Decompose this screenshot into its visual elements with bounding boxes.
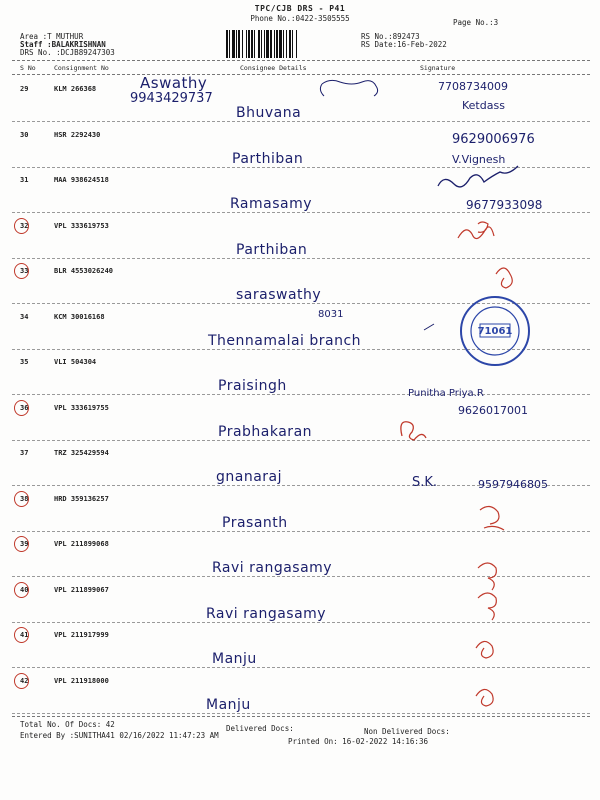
row-consignment-number: VPL 211917999 — [54, 631, 109, 639]
row-consignment-number: VPL 211899068 — [54, 540, 109, 548]
barcode-bar — [264, 30, 265, 58]
phone-number: Phone No.:0422-3505555 — [250, 14, 350, 23]
delivered-docs: Delivered Docs: — [226, 724, 294, 733]
barcode-image — [226, 30, 352, 58]
row-sno: 29 — [20, 85, 29, 93]
row-divider — [12, 667, 590, 668]
barcode-bar — [286, 30, 287, 58]
barcode-bar — [261, 30, 262, 58]
row-divider — [12, 394, 590, 395]
row-consignee-name: Praisingh — [218, 378, 287, 394]
scribble-red-38 — [480, 506, 504, 530]
row-divider — [12, 622, 590, 623]
row-divider — [12, 713, 590, 714]
row-sno: 30 — [20, 131, 29, 139]
handwritten-sig-29-phone: 7708734009 — [438, 80, 508, 93]
scribble-sig-31 — [438, 166, 518, 187]
barcode-bar — [248, 30, 250, 58]
handwritten-sig-35-phone: 9626017001 — [458, 404, 528, 417]
handwritten-sig-30-name: V.Vignesh — [452, 153, 506, 166]
staff-label: Staff :BALAKRISHNAN — [20, 40, 106, 49]
header-rule — [12, 60, 590, 61]
row-sno: 32 — [20, 222, 29, 230]
barcode-bar — [283, 30, 284, 58]
red-circle-mark — [14, 491, 29, 507]
red-circle-mark — [14, 536, 29, 552]
footer-rule — [12, 716, 590, 717]
red-circle-mark — [14, 400, 29, 416]
row-consignment-number: HSR 2292430 — [54, 131, 101, 139]
scribble-parenthesis-29 — [320, 80, 377, 96]
row-consignment-number: BLR 4553026240 — [54, 267, 114, 275]
row-divider — [12, 258, 590, 259]
handwritten-sig-29-name: Ketdass — [462, 99, 505, 112]
total-docs: Total No. Of Docs: 42 — [20, 720, 115, 729]
handwritten-row34-note: 8031 — [318, 309, 344, 320]
barcode-bar — [229, 30, 230, 58]
non-delivered-docs: Non Delivered Docs: — [364, 727, 450, 736]
row-divider — [12, 212, 590, 213]
col-consignment: Consignment No — [54, 64, 109, 72]
red-circle-mark — [14, 218, 29, 234]
stamp-code: 71061 — [477, 326, 513, 337]
row-consignee-name: Bhuvana — [236, 105, 302, 121]
sheet-title: TPC/CJB DRS - P41 — [254, 4, 346, 13]
row-consignment-number: MAA 938624518 — [54, 176, 109, 184]
area-label: Area :T MUTHUR — [20, 32, 84, 41]
barcode-bar — [276, 30, 278, 58]
handwritten-aswathy: Aswathy — [140, 74, 208, 92]
row-consignment-number: VPL 211899067 — [54, 586, 109, 594]
barcode-bar — [236, 30, 237, 58]
row-consignee-name: Ravi rangasamy — [206, 606, 327, 622]
row-sno: 35 — [20, 358, 29, 366]
handwritten-sig-30-phone: 9629006976 — [452, 132, 535, 147]
col-consignee: Consignee Details — [240, 64, 307, 72]
row-consignee-name: Parthiban — [232, 151, 304, 167]
row-sno: 38 — [20, 495, 29, 503]
printed-on: Printed On: 16-02-2022 14:16:36 — [288, 737, 428, 746]
row-consignee-name: Thennamalai branch — [208, 333, 362, 349]
row-consignment-number: HRD 359136257 — [54, 495, 109, 503]
row-divider — [12, 121, 590, 122]
row-consignee-name: Manju — [212, 651, 257, 667]
barcode-bar — [258, 30, 260, 58]
barcode-bar — [292, 30, 293, 58]
row-divider — [12, 531, 590, 532]
scribble-red-40 — [478, 593, 496, 620]
col-signature: Signature — [420, 64, 456, 72]
row-sno: 42 — [20, 677, 29, 685]
row-sno: 34 — [20, 313, 29, 321]
row-consignment-number: VPL 333619755 — [54, 404, 109, 412]
barcode-bar — [232, 30, 235, 58]
row-sno: 39 — [20, 540, 29, 548]
handwritten-sig-37: S.K. — [412, 475, 438, 490]
row-consignee-name: Prabhakaran — [218, 424, 313, 440]
barcode-bar — [279, 30, 282, 58]
barcode-bar — [266, 30, 269, 58]
row-consignment-number: KCM 30016168 — [54, 313, 105, 321]
red-circle-mark — [14, 263, 29, 279]
row-consignee-name: Ravi rangasamy — [212, 560, 333, 576]
barcode-bar — [251, 30, 253, 58]
barcode-bar — [270, 30, 272, 58]
rs-number: RS No.:892473 — [361, 32, 420, 41]
row-consignee-name: Manju — [206, 697, 251, 713]
red-circle-mark — [14, 582, 29, 598]
post-office-stamp — [458, 294, 532, 368]
handwritten-sig-37-phone: 9597946805 — [478, 478, 548, 491]
row-consignment-number: VLI 504304 — [54, 358, 97, 366]
row-consignee-name: gnanaraj — [216, 469, 283, 485]
row-consignment-number: VPL 333619753 — [54, 222, 109, 230]
row-sno: 37 — [20, 449, 29, 457]
row-sno: 33 — [20, 267, 29, 275]
row-divider — [12, 167, 590, 168]
row-divider — [12, 440, 590, 441]
handwritten-sig-35-name: Punitha Priya.R — [408, 388, 484, 399]
row-divider — [12, 576, 590, 577]
handwritten-aswathy-phone: 9943429737 — [130, 91, 213, 106]
red-circle-mark — [14, 673, 29, 689]
row-sno: 31 — [20, 176, 29, 184]
scribble-red-33 — [496, 268, 512, 288]
row-consignee-name: Ramasamy — [230, 196, 313, 212]
row-consignee-name: Prasanth — [222, 515, 288, 531]
barcode-bar — [296, 30, 297, 58]
barcode-bar — [238, 30, 240, 58]
barcode-bar — [226, 30, 228, 58]
barcode-bar — [289, 30, 291, 58]
red-circle-mark — [14, 627, 29, 643]
row-consignment-number: TRZ 325429594 — [54, 449, 109, 457]
col-sno: S No — [20, 64, 36, 72]
handwritten-sig-31-phone: 9677933098 — [466, 198, 543, 212]
row-consignee-name: Parthiban — [236, 242, 308, 258]
barcode-bar — [242, 30, 243, 58]
scribble-red-41 — [476, 641, 493, 658]
page-number: Page No.:3 — [453, 18, 499, 27]
row-consignment-number: KLM 266368 — [54, 85, 97, 93]
rs-date: RS Date:16-Feb-2022 — [361, 40, 447, 49]
scribble-red-42 — [476, 689, 493, 706]
header-rule-bottom — [12, 74, 590, 75]
row-sno: 36 — [20, 404, 29, 412]
barcode-bar — [246, 30, 247, 58]
barcode-bar — [274, 30, 275, 58]
scribble-red-32 — [458, 222, 494, 239]
row-consignee-name: saraswathy — [236, 287, 322, 303]
scribble-red-36 — [401, 422, 426, 440]
entered-by: Entered By :SUNITHA41 02/16/2022 11:47:23 AM — [20, 731, 219, 740]
row-consignment-number: VPL 211918000 — [54, 677, 109, 685]
row-sno: 40 — [20, 586, 29, 594]
drs-number: DRS No. :DCJB89247303 — [20, 48, 115, 57]
barcode-bar — [254, 30, 255, 58]
row-sno: 41 — [20, 631, 29, 639]
tick-mark-34 — [424, 324, 434, 330]
